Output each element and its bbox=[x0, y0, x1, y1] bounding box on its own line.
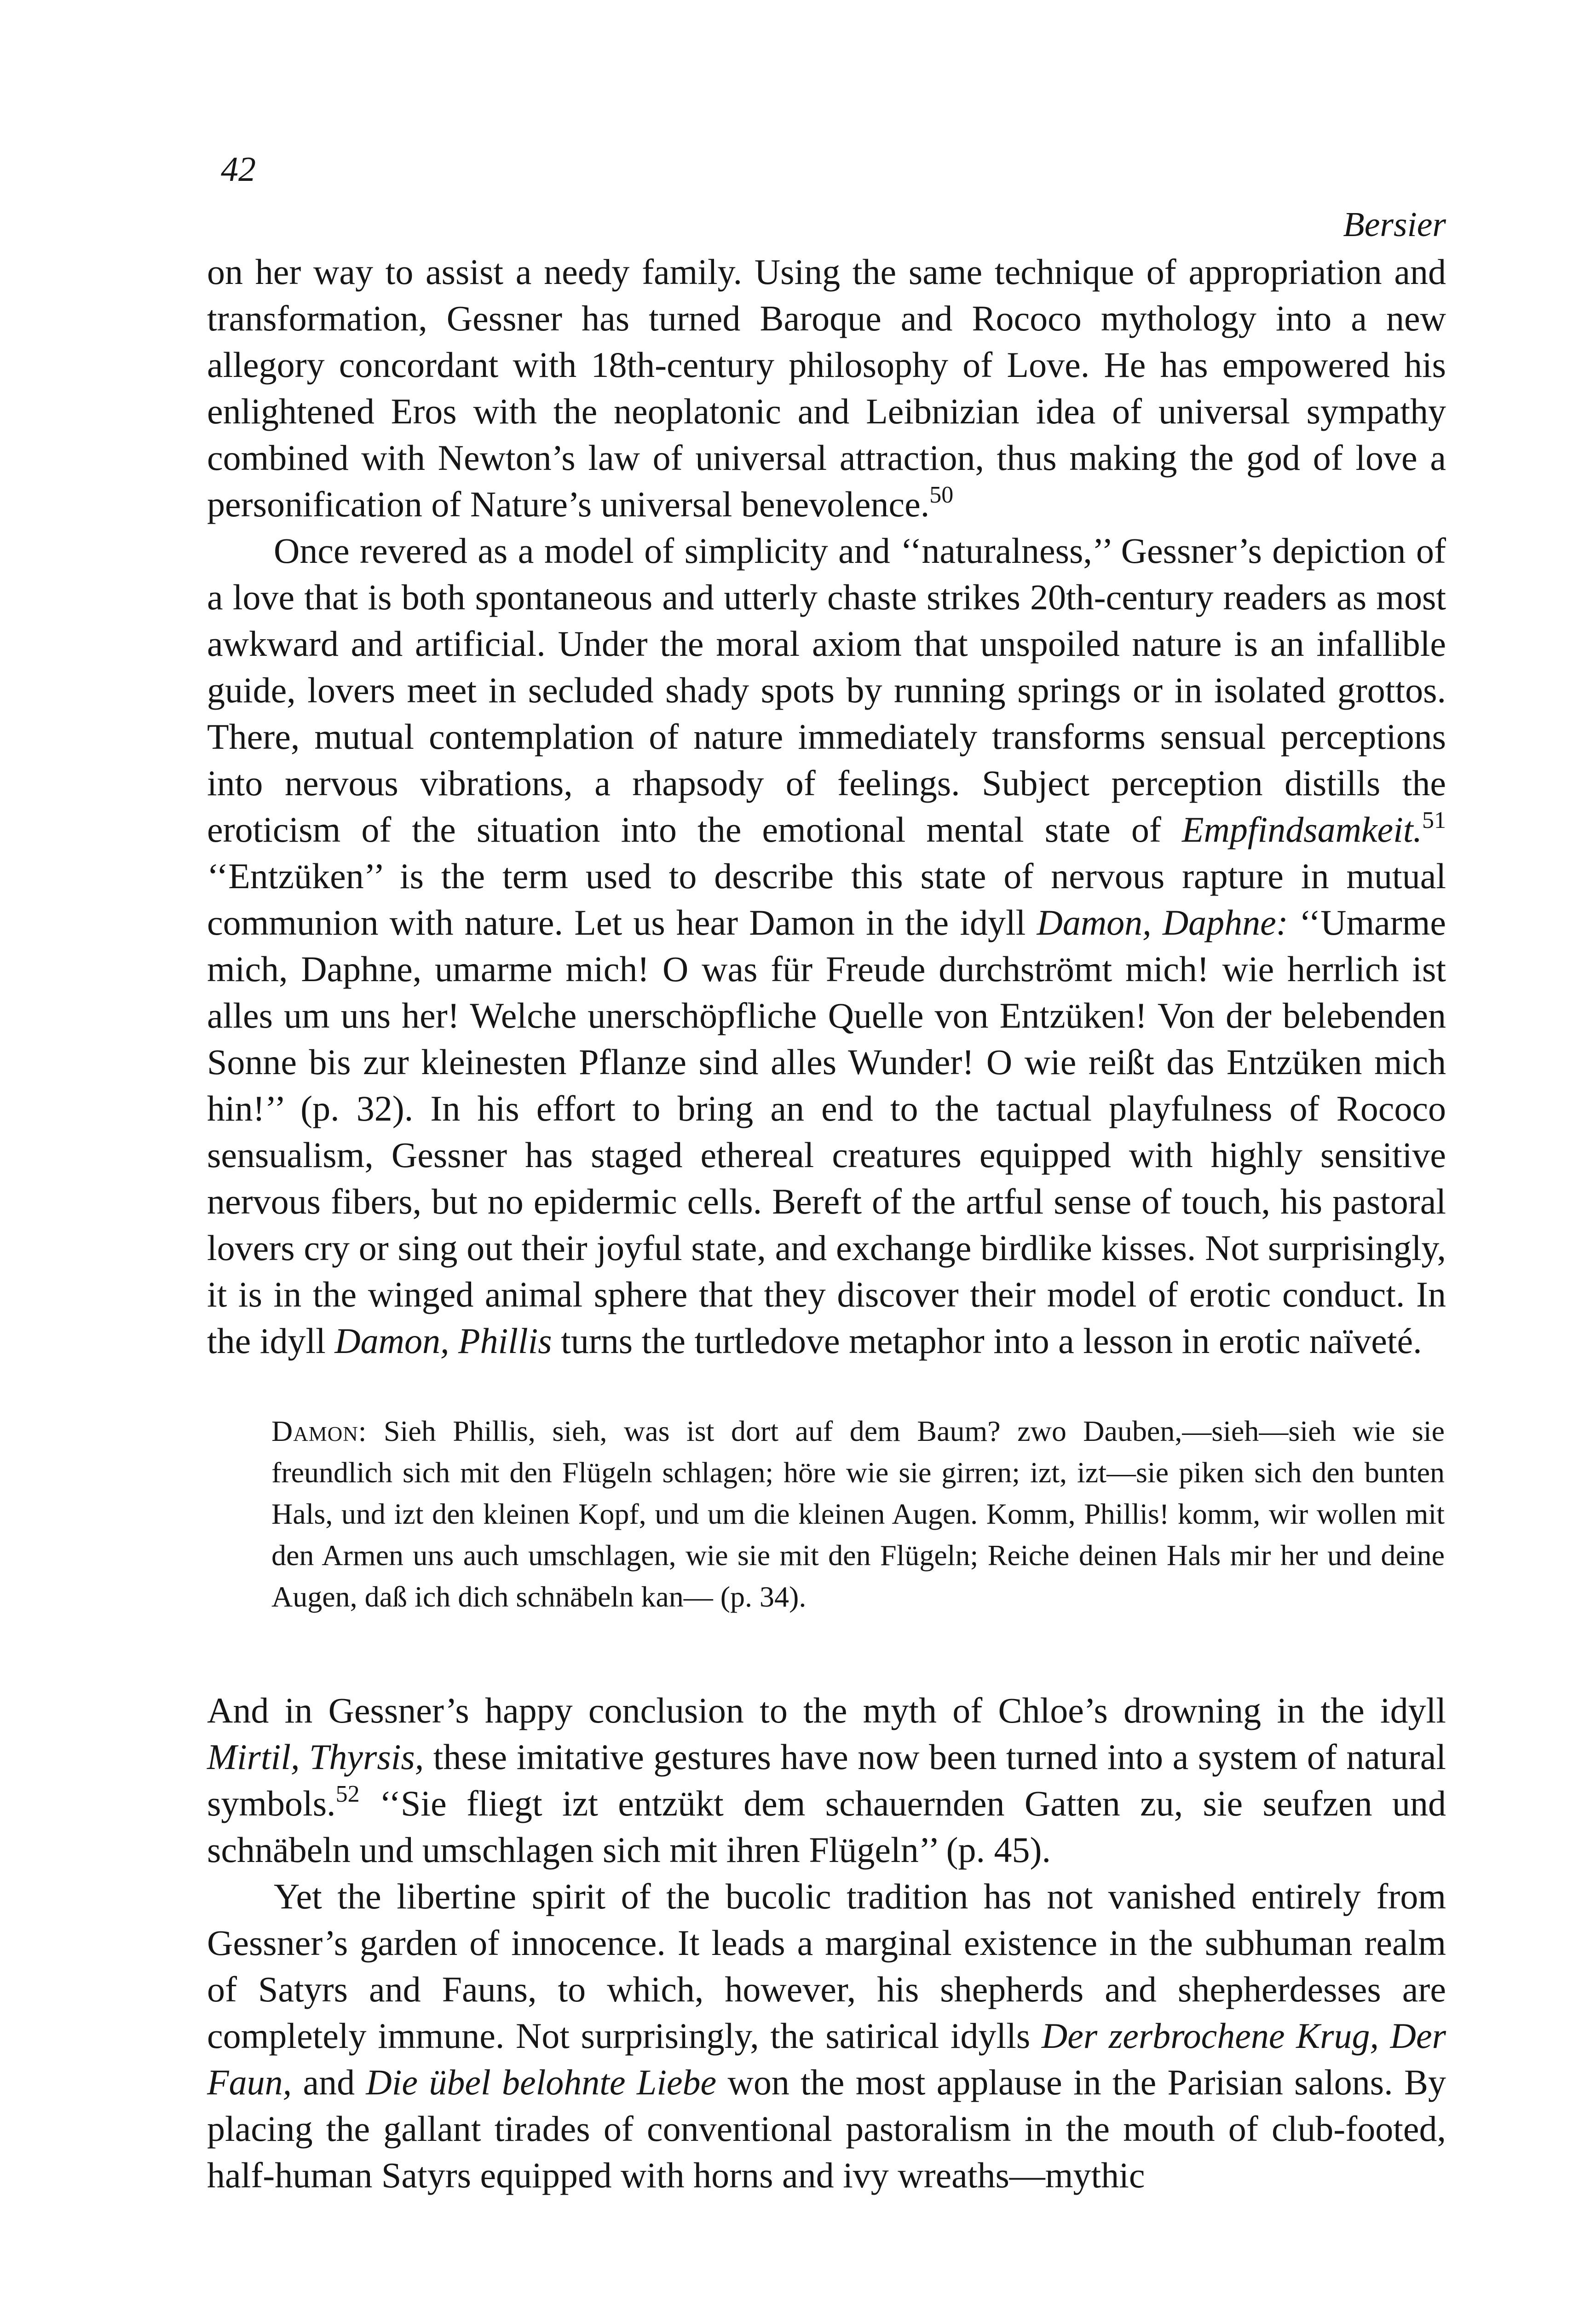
italic-title-liebe: Die übel belohnte Liebe bbox=[366, 2062, 717, 2102]
paragraph-4-text-2: and bbox=[292, 2062, 366, 2102]
paragraph-2 bbox=[207, 527, 1446, 1364]
page-number: 42 bbox=[221, 150, 256, 189]
paragraph-4 bbox=[207, 1873, 1446, 2198]
italic-titles-krug-faun: Der zerbrochene Krug, Der Faun, bbox=[207, 2016, 1446, 2102]
paragraph-3 bbox=[207, 1687, 1446, 1873]
body-text-upper bbox=[207, 249, 1446, 1364]
italic-title-damon-phillis: Damon, Phillis bbox=[334, 1321, 552, 1361]
footnote-ref-51[interactable]: 51 bbox=[1422, 807, 1446, 833]
paragraph-3-text-2: these imitative gestures have now been turned into a system of natural symbols. bbox=[207, 1737, 1446, 1823]
quotation-speaker: Damon: bbox=[271, 1415, 367, 1447]
paragraph-3-text-3: ‘‘Sie fliegt izt entzükt dem schauernden Gatten zu, sie seufzen und schnäbeln und umschlagen sich mit ihren Flügeln’’ (p. 45). bbox=[207, 1783, 1446, 1870]
running-head: Bersier bbox=[1343, 205, 1446, 244]
footnote-ref-52[interactable]: 52 bbox=[335, 1781, 360, 1807]
quotation-paragraph bbox=[271, 1411, 1445, 1618]
body-text-lower bbox=[207, 1687, 1446, 2198]
italic-title-damon-daphne: Damon, Daphne: bbox=[1037, 902, 1288, 942]
italic-term-empfindsamkeit: Empfindsamkeit. bbox=[1181, 809, 1422, 850]
footnote-ref-50[interactable]: 50 bbox=[929, 482, 954, 508]
paragraph-2-text-1: Once revered as a model of simplicity and ‘‘naturalness,’’ Gessner’s depiction of a love that is both spontaneous and utterly chaste strikes 20th-century readers as most awkward and artificial. Under the moral axiom that unspoiled nature is an infallible guide, lovers meet in secluded shady spots by running springs or in isolated grottos. There, mutual contemplation of nature immediately transforms sensual perceptions into nervous vibrations, a rhapsody of feelings. Subject perception distills the eroticism of the situation into the emotional mental state of bbox=[207, 531, 1446, 850]
paragraph-3-text-1: And in Gessner’s happy conclusion to the myth of Chloe’s drowning in the idyll bbox=[207, 1690, 1446, 1730]
paragraph-2-text-4: turns the turtledove metaphor into a lesson in erotic naïveté. bbox=[552, 1321, 1422, 1361]
paragraph-1-text: on her way to assist a needy family. Using the same technique of appropriation and transformation, Gessner has turned Baroque and Rococo mythology into a new allegory concordant with 18th-century philosophy of Love. He has empowered his enlightened Eros with the neoplatonic and Leibnizian idea of universal sympathy combined with Newton’s law of universal attraction, thus making the god of love a personification of Nature’s universal benevolence. bbox=[207, 252, 1446, 524]
quotation-text: Sieh Phillis, sieh, was ist dort auf dem Baum? zwo Dauben,—sieh—sieh wie sie freundlich sich mit den Flügeln schlagen; höre wie sie girren; izt, izt—sie piken sich den bunten Hals, und izt den kleinen Kopf, und um die kleinen Augen. Komm, Phillis! komm, wir wollen mit den Armen uns auch umschlagen, wie sie mit den Flügeln; Reiche deinen Hals mir her und deine Augen, daß ich dich schnäbeln kan— (p. 34). bbox=[271, 1415, 1445, 1613]
paragraph-4-text-3: won the most applause in the Parisian salons. By placing the gallant tirades of conventional pastoralism in the mouth of club-footed, half-human Satyrs equipped with horns and ivy wreaths—mythic bbox=[207, 2062, 1446, 2195]
paragraph-2-text-2: ‘‘Entzüken’’ is the term used to describe this state of nervous rapture in mutual communion with nature. Let us hear Damon in the idyll bbox=[207, 856, 1446, 942]
italic-title-mirtil-thyrsis: Mirtil, Thyrsis, bbox=[207, 1737, 424, 1777]
block-quotation bbox=[271, 1411, 1445, 1618]
paragraph-4-text-1: Yet the libertine spirit of the bucolic tradition has not vanished entirely from Gessner’s garden of innocence. It leads a marginal existence in the subhuman realm of Satyrs and Fauns, to which, however, his shepherds and shepherdesses are completely immune. Not surprisingly, the satirical idylls bbox=[207, 1876, 1446, 2056]
paragraph-2-text-3: ‘‘Umarme mich, Daphne, umarme mich! O was für Freude durchströmt mich! wie herrlich ist alles um uns her! Welche unerschöpfliche Quelle von Entzüken! Von der belebenden Sonne bis zur kleinesten Pflanze sind alles Wunder! O wie reißt das Entzüken mich hin!’’ (p. 32). In his effort to bring an end to the tactual playfulness of Rococo sensualism, Gessner has staged ethereal creatures equipped with highly sensitive nervous fibers, but no epidermic cells. Bereft of the artful sense of touch, his pastoral lovers cry or sing out their joyful state, and exchange birdlike kisses. Not surprisingly, it is in the winged animal sphere that they discover their model of erotic conduct. In the idyll bbox=[207, 902, 1446, 1361]
paragraph-1 bbox=[207, 249, 1446, 527]
